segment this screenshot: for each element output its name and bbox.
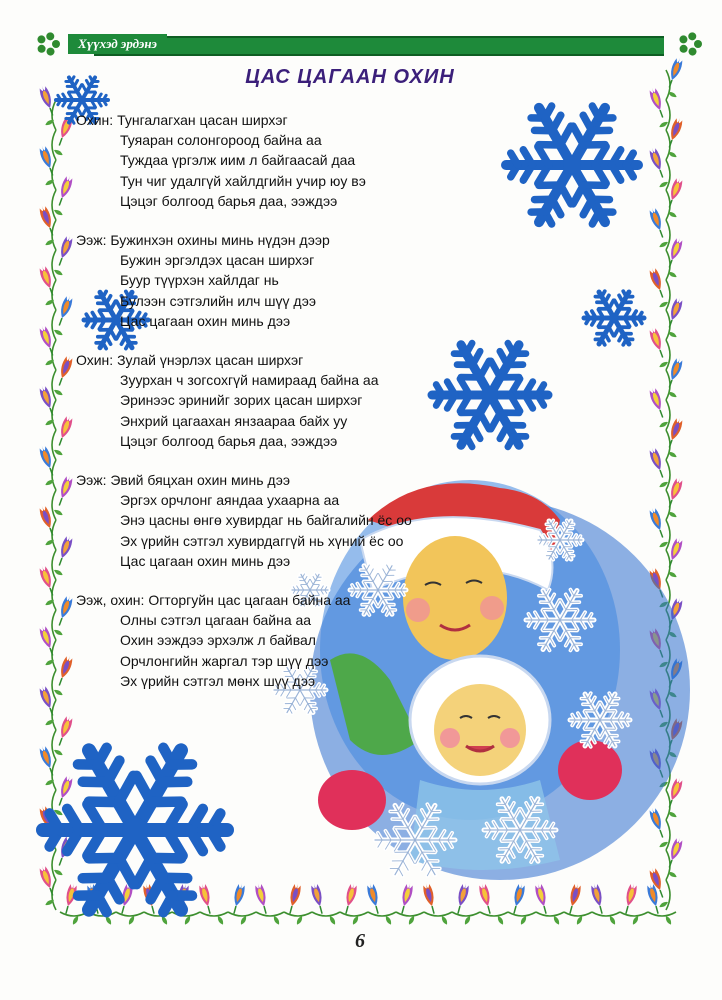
poem-line: Туждаа үргэлж иим л байгаасай даа: [120, 152, 356, 169]
poem-line: Буур түүрхэн хайлдаг нь: [120, 272, 279, 289]
poem-line: Цас цагаан охин минь дээ: [120, 312, 291, 329]
speaker: Ээж, охин:: [76, 592, 145, 609]
line-text: Эвий бяцхан охин минь дээ: [110, 472, 290, 489]
speaker: Охин:: [76, 112, 114, 128]
stanza: [76, 110, 496, 211]
speaker: Охин:: [76, 352, 114, 369]
stanza: [76, 470, 496, 571]
poem-line: Орчлонгийн жаргал тэр шүү дээ: [120, 652, 329, 669]
line-text: Тунгалагхан цасан ширхэг: [117, 112, 288, 128]
speaker: Ээж:: [76, 232, 107, 249]
poem-line: Бужин эргэлдэх цасан ширхэг: [120, 252, 315, 269]
line-text: Зулай үнэрлэх цасан ширхэг: [117, 352, 304, 369]
poem-line: Булээн сэтгэлийн илч шүү дээ: [120, 292, 317, 309]
poem-line: [76, 350, 496, 370]
page-number: 6: [355, 930, 365, 952]
stanza: [76, 350, 496, 451]
poem-line: Энхрий цагаахан янзаараа байх уу: [120, 412, 348, 429]
stanza: [76, 590, 496, 691]
poem-line: Цэцэг болгоод барья даа, ээждээ: [120, 192, 338, 209]
poem-line: Энэ цасны өнгө хувирдаг нь байгалийн ёс оо: [120, 512, 412, 529]
poem-line: Туяаран солонгороод байна аа: [120, 132, 322, 149]
poem-line: Эх үрийн сэтгэл хувирдаггүй нь хүний ёс оо: [120, 532, 404, 549]
snowflake-icon: [584, 288, 644, 348]
snowflake-icon: [506, 99, 638, 232]
line-text: Огторгуйн цас цагаан байна аа: [148, 592, 351, 609]
line-text: Бужинхэн охины минь нүдэн дээр: [110, 232, 330, 249]
poem-line: Охин ээждээ эрхэлж л байвал: [120, 632, 316, 649]
poem-line: Тун чиг удалгүй хайлдгийн учир юу вэ: [120, 172, 366, 189]
poem-line: Цэцэг болгоод барья даа, ээждээ: [120, 432, 338, 449]
poem-line: Цас цагаан охин минь дээ: [120, 552, 291, 569]
poem-line: [76, 110, 496, 130]
poem-line: Эх үрийн сэтгэл мөнх шүү дээ: [120, 672, 316, 689]
poem-line: [76, 590, 496, 610]
poem-line: Эргэх орчлонг аяндаа ухаарна аа: [120, 492, 340, 509]
poem-line: Зуурхан ч зогсохгүй намираад байна аа: [120, 372, 379, 389]
stanza: [76, 230, 496, 331]
poem-body: [76, 110, 496, 710]
poem-line: [76, 230, 496, 250]
speaker: Ээж:: [76, 472, 107, 489]
poem-line: Олны сэтгэл цагаан байна аа: [120, 612, 312, 629]
poem-line: [76, 470, 496, 490]
header-title: Хүүхэд эрдэнэ: [68, 34, 167, 54]
snowflake-icon: [43, 737, 227, 922]
poem-line: Эринээс эринийг зорих цасан ширхэг: [120, 392, 363, 409]
poem-title: ЦАС ЦАГААН ОХИН: [245, 66, 455, 88]
